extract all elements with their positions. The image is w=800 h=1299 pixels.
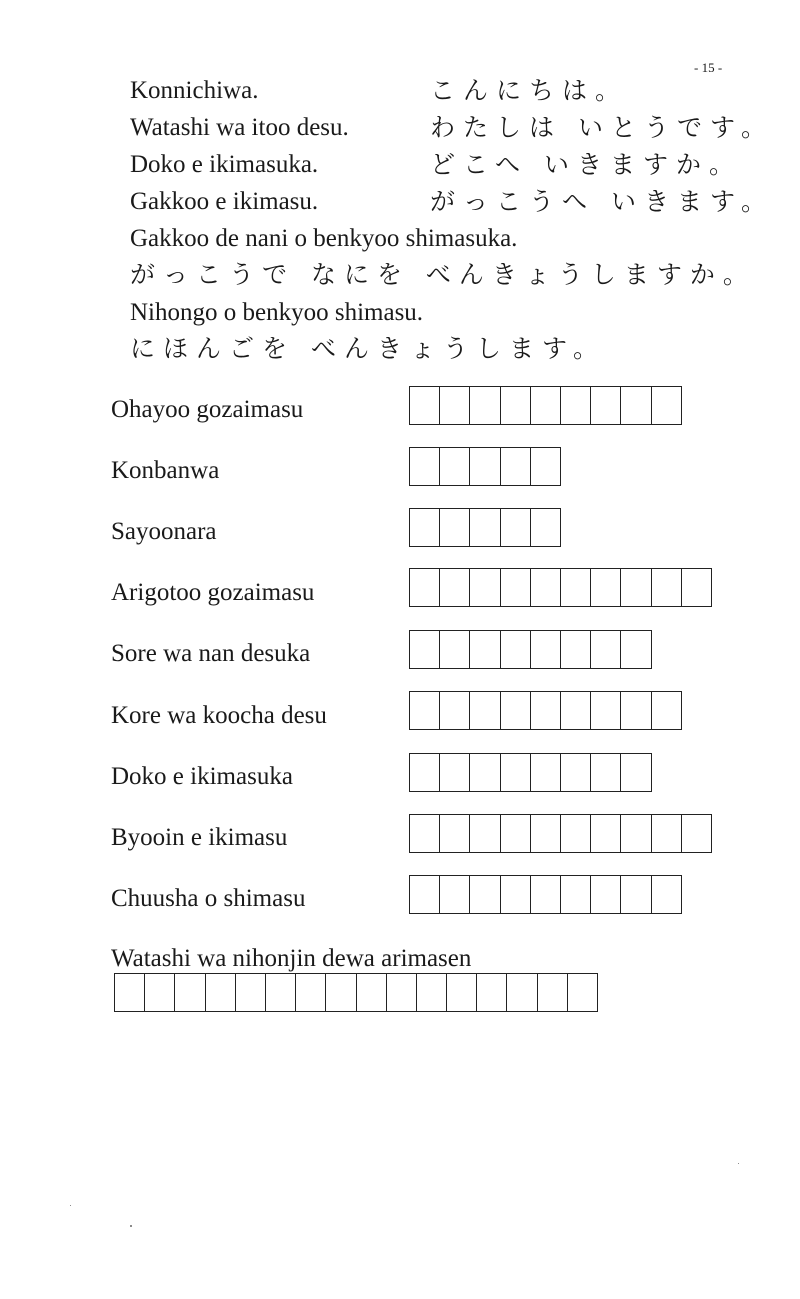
- exercise-label: Watashi wa nihonjin dewa arimasen: [111, 945, 472, 972]
- answer-box[interactable]: [591, 753, 621, 792]
- answer-box[interactable]: [501, 630, 531, 669]
- answer-box[interactable]: [652, 875, 682, 914]
- answer-box[interactable]: [440, 568, 470, 607]
- answer-boxes[interactable]: [409, 691, 682, 730]
- answer-box[interactable]: [591, 568, 621, 607]
- dialogue-romaji-line: Gakkoo e ikimasu.: [130, 188, 319, 215]
- answer-box[interactable]: [145, 973, 175, 1012]
- answer-box[interactable]: [470, 753, 500, 792]
- answer-box[interactable]: [621, 875, 651, 914]
- scan-speck: [130, 1225, 132, 1227]
- answer-box[interactable]: [470, 568, 500, 607]
- answer-box[interactable]: [440, 447, 470, 486]
- answer-box[interactable]: [652, 568, 682, 607]
- answer-box[interactable]: [477, 973, 507, 1012]
- answer-box[interactable]: [531, 630, 561, 669]
- answer-box[interactable]: [621, 386, 651, 425]
- answer-box[interactable]: [531, 753, 561, 792]
- dialogue-romaji-line: Konnichiwa.: [130, 77, 259, 104]
- answer-box[interactable]: [447, 973, 477, 1012]
- answer-box[interactable]: [621, 814, 651, 853]
- exercise-label: Ohayoo gozaimasu: [111, 396, 304, 423]
- answer-boxes[interactable]: [409, 386, 682, 425]
- answer-box[interactable]: [501, 386, 531, 425]
- answer-box[interactable]: [501, 814, 531, 853]
- exercise-label: Doko e ikimasuka: [111, 763, 293, 790]
- answer-boxes[interactable]: [409, 753, 652, 792]
- answer-box[interactable]: [387, 973, 417, 1012]
- answer-box[interactable]: [591, 386, 621, 425]
- answer-box[interactable]: [531, 386, 561, 425]
- answer-box[interactable]: [501, 691, 531, 730]
- answer-box[interactable]: [470, 630, 500, 669]
- answer-box[interactable]: [531, 447, 561, 486]
- answer-box[interactable]: [561, 568, 591, 607]
- answer-box[interactable]: [440, 814, 470, 853]
- answer-box[interactable]: [410, 875, 440, 914]
- answer-box[interactable]: [501, 568, 531, 607]
- answer-box[interactable]: [531, 508, 561, 547]
- answer-box[interactable]: [621, 691, 651, 730]
- exercise-label: Konbanwa: [111, 457, 220, 484]
- exercise-label: Byooin e ikimasu: [111, 824, 288, 851]
- answer-box[interactable]: [621, 753, 651, 792]
- answer-box[interactable]: [501, 447, 531, 486]
- dialogue-romaji-line: Gakkoo de nani o benkyoo shimasuka.: [130, 225, 518, 252]
- exercise-label: Kore wa koocha desu: [111, 702, 327, 729]
- answer-box[interactable]: [561, 875, 591, 914]
- answer-box[interactable]: [410, 753, 440, 792]
- answer-box[interactable]: [531, 691, 561, 730]
- answer-box[interactable]: [568, 973, 598, 1012]
- answer-box[interactable]: [417, 973, 447, 1012]
- answer-box[interactable]: [326, 973, 356, 1012]
- answer-box[interactable]: [440, 386, 470, 425]
- answer-box[interactable]: [470, 814, 500, 853]
- answer-box[interactable]: [531, 568, 561, 607]
- answer-box[interactable]: [652, 386, 682, 425]
- answer-boxes[interactable]: [409, 875, 682, 914]
- answer-box[interactable]: [561, 630, 591, 669]
- dialogue-kana-line: どこへ いきますか。: [430, 150, 742, 179]
- dialogue-romaji-line: Watashi wa itoo desu.: [130, 114, 349, 141]
- answer-box[interactable]: [440, 691, 470, 730]
- answer-box[interactable]: [470, 447, 500, 486]
- answer-box[interactable]: [591, 630, 621, 669]
- answer-box[interactable]: [538, 973, 568, 1012]
- answer-boxes[interactable]: [409, 568, 712, 607]
- answer-box[interactable]: [470, 386, 500, 425]
- answer-box[interactable]: [621, 568, 651, 607]
- answer-box[interactable]: [501, 508, 531, 547]
- scan-speck: [738, 1163, 739, 1164]
- answer-box[interactable]: [440, 508, 470, 547]
- answer-box[interactable]: [682, 568, 712, 607]
- answer-box[interactable]: [440, 753, 470, 792]
- answer-box[interactable]: [507, 973, 537, 1012]
- answer-box[interactable]: [682, 814, 712, 853]
- answer-boxes[interactable]: [409, 630, 652, 669]
- answer-box[interactable]: [357, 973, 387, 1012]
- dialogue-romaji-line: Doko e ikimasuka.: [130, 151, 319, 178]
- answer-box[interactable]: [652, 814, 682, 853]
- exercise-label: Arigotoo gozaimasu: [111, 579, 315, 606]
- answer-box[interactable]: [531, 875, 561, 914]
- answer-box[interactable]: [561, 814, 591, 853]
- answer-box[interactable]: [591, 691, 621, 730]
- answer-box[interactable]: [410, 814, 440, 853]
- answer-boxes[interactable]: [409, 508, 561, 547]
- answer-box[interactable]: [652, 691, 682, 730]
- exercise-label: Chuusha o shimasu: [111, 885, 306, 912]
- scan-speck: [70, 1205, 71, 1206]
- exercise-label: Sayoonara: [111, 518, 217, 545]
- dialogue-kana-line: がっこうへ いきます。: [430, 187, 774, 216]
- dialogue-kana-line: わたしは いとうです。: [430, 113, 774, 142]
- answer-box[interactable]: [410, 630, 440, 669]
- answer-box[interactable]: [410, 386, 440, 425]
- answer-box[interactable]: [440, 875, 470, 914]
- answer-box[interactable]: [621, 630, 651, 669]
- answer-box[interactable]: [175, 973, 205, 1012]
- dialogue-kana-line: こんにちは。: [430, 76, 629, 105]
- answer-box[interactable]: [410, 447, 440, 486]
- answer-box[interactable]: [115, 973, 145, 1012]
- answer-box[interactable]: [561, 386, 591, 425]
- answer-boxes[interactable]: [409, 814, 712, 853]
- answer-box[interactable]: [410, 691, 440, 730]
- page-number: - 15 -: [694, 60, 723, 75]
- answer-box[interactable]: [591, 875, 621, 914]
- answer-box[interactable]: [440, 630, 470, 669]
- answer-box[interactable]: [561, 691, 591, 730]
- answer-boxes[interactable]: [114, 973, 598, 1012]
- dialogue-kana-line: がっこうで なにを べんきょうしますか。: [130, 260, 756, 289]
- answer-box[interactable]: [410, 568, 440, 607]
- exercise-label: Sore wa nan desuka: [111, 640, 311, 667]
- answer-box[interactable]: [470, 508, 500, 547]
- answer-box[interactable]: [501, 875, 531, 914]
- dialogue-romaji-line: Nihongo o benkyoo shimasu.: [130, 299, 424, 326]
- answer-box[interactable]: [531, 814, 561, 853]
- answer-box[interactable]: [470, 691, 500, 730]
- answer-box[interactable]: [206, 973, 236, 1012]
- answer-box[interactable]: [591, 814, 621, 853]
- answer-boxes[interactable]: [409, 447, 561, 486]
- answer-box[interactable]: [470, 875, 500, 914]
- answer-box[interactable]: [501, 753, 531, 792]
- answer-box[interactable]: [561, 753, 591, 792]
- dialogue-kana-line: にほんごを べんきょうします。: [130, 334, 606, 363]
- answer-box[interactable]: [410, 508, 440, 547]
- answer-box[interactable]: [236, 973, 266, 1012]
- answer-box[interactable]: [266, 973, 296, 1012]
- answer-box[interactable]: [296, 973, 326, 1012]
